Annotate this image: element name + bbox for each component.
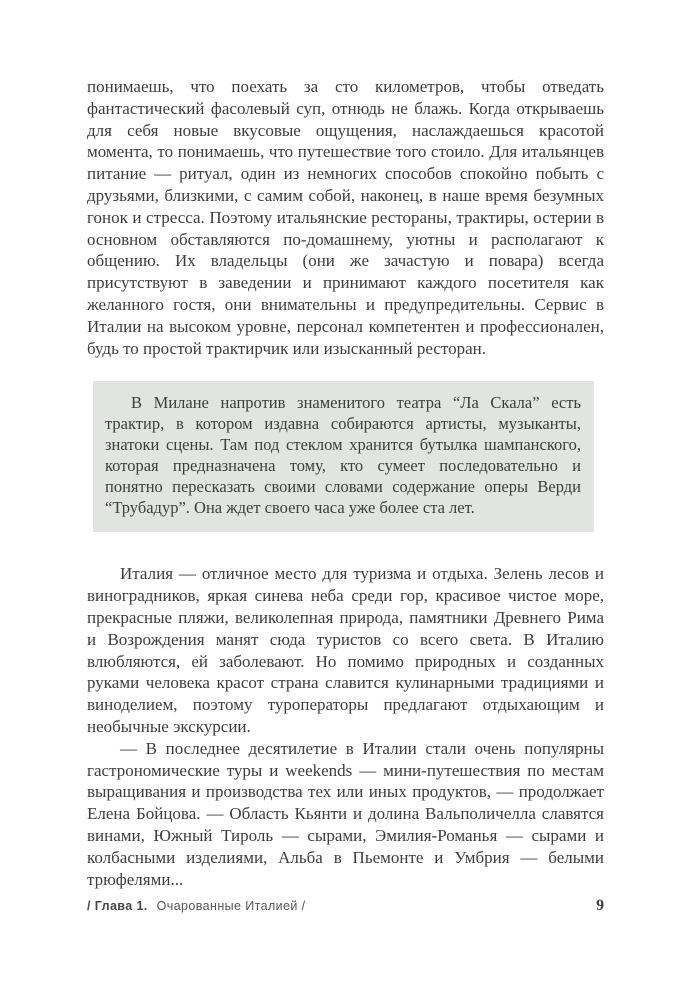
body-paragraph-3: — В последнее десятилетие в Италии стали очень популярны гастрономические туры и weekends — мини-путешествия по местам выращивания и производства тех или иных продуктов, — продолжает Елена Бойцова. — Область Кьянти и долина Вальполичелла славятся винами, Южный Тироль — сырами, Эмилия-Романья — сырами и колбасными изделиями, Альба в Пьемонте и Умбрия — белыми трюфелями... [87, 738, 604, 889]
body-paragraph-1: понимаешь, что поехать за сто километров, чтобы отведать фантастический фасолевый суп, отнюдь не блажь. Когда открываешь для себя новые вкусовые ощущения, наслаждаешься красотой момента, то понимаешь, что путешествие того стоило. Для итальянцев питание — ритуал, один из немногих способов спокойно побыть с друзьями, близкими, с самим собой, наконец, в наше время безумных гонок и стресса. Поэтому итальянские рестораны, трактиры, остерии в основном обставляются по-домашнему, уютны и располагают к общению. Их владельцы (они же зачастую и повара) всегда присутствуют в заведении и принимают каждого посетителя как желанного гостя, они внимательны и предупредительны. Сервис в Италии на высоком уровне, персонал компетентен и профессионален, будь то простой трактирчик или изысканный ресторан. [87, 77, 604, 358]
callout-box [93, 381, 594, 532]
callout-text: В Милане напротив знаменитого театра “Ла Скала” есть трактир, в котором издавна собираются артисты, музыканты, знатоки сцены. Там под стеклом хранится бутылка шампанского, которая предназначена тому, кто сумеет последовательно и понятно пересказать своими словами содержание оперы Верди “Трубадур”. Она ждет своего часа уже более ста лет. [105, 393, 581, 518]
body-paragraph-2: Италия — отличное место для туризма и отдыха. Зелень лесов и виноградников, яркая синева неба среди гор, красивое чистое море, прекрасные пляжи, великолепная природа, памятники Древнего Рима и Возрождения манят сюда туристов со всего света. В Италию влюбляются, ей заболевают. Но помимо природных и созданных руками человека красот страна славится кулинарными традициями и виноделием, поэтому туроператоры предлагают отдыхающим и необычные экскурсии. [87, 564, 604, 736]
page-content [87, 76, 604, 890]
chapter-title: Очарованные Италией / [156, 899, 306, 913]
running-title [87, 899, 306, 913]
page-number: 9 [596, 897, 604, 914]
chapter-label: / Глава 1. [87, 899, 148, 913]
page-footer [87, 897, 604, 915]
